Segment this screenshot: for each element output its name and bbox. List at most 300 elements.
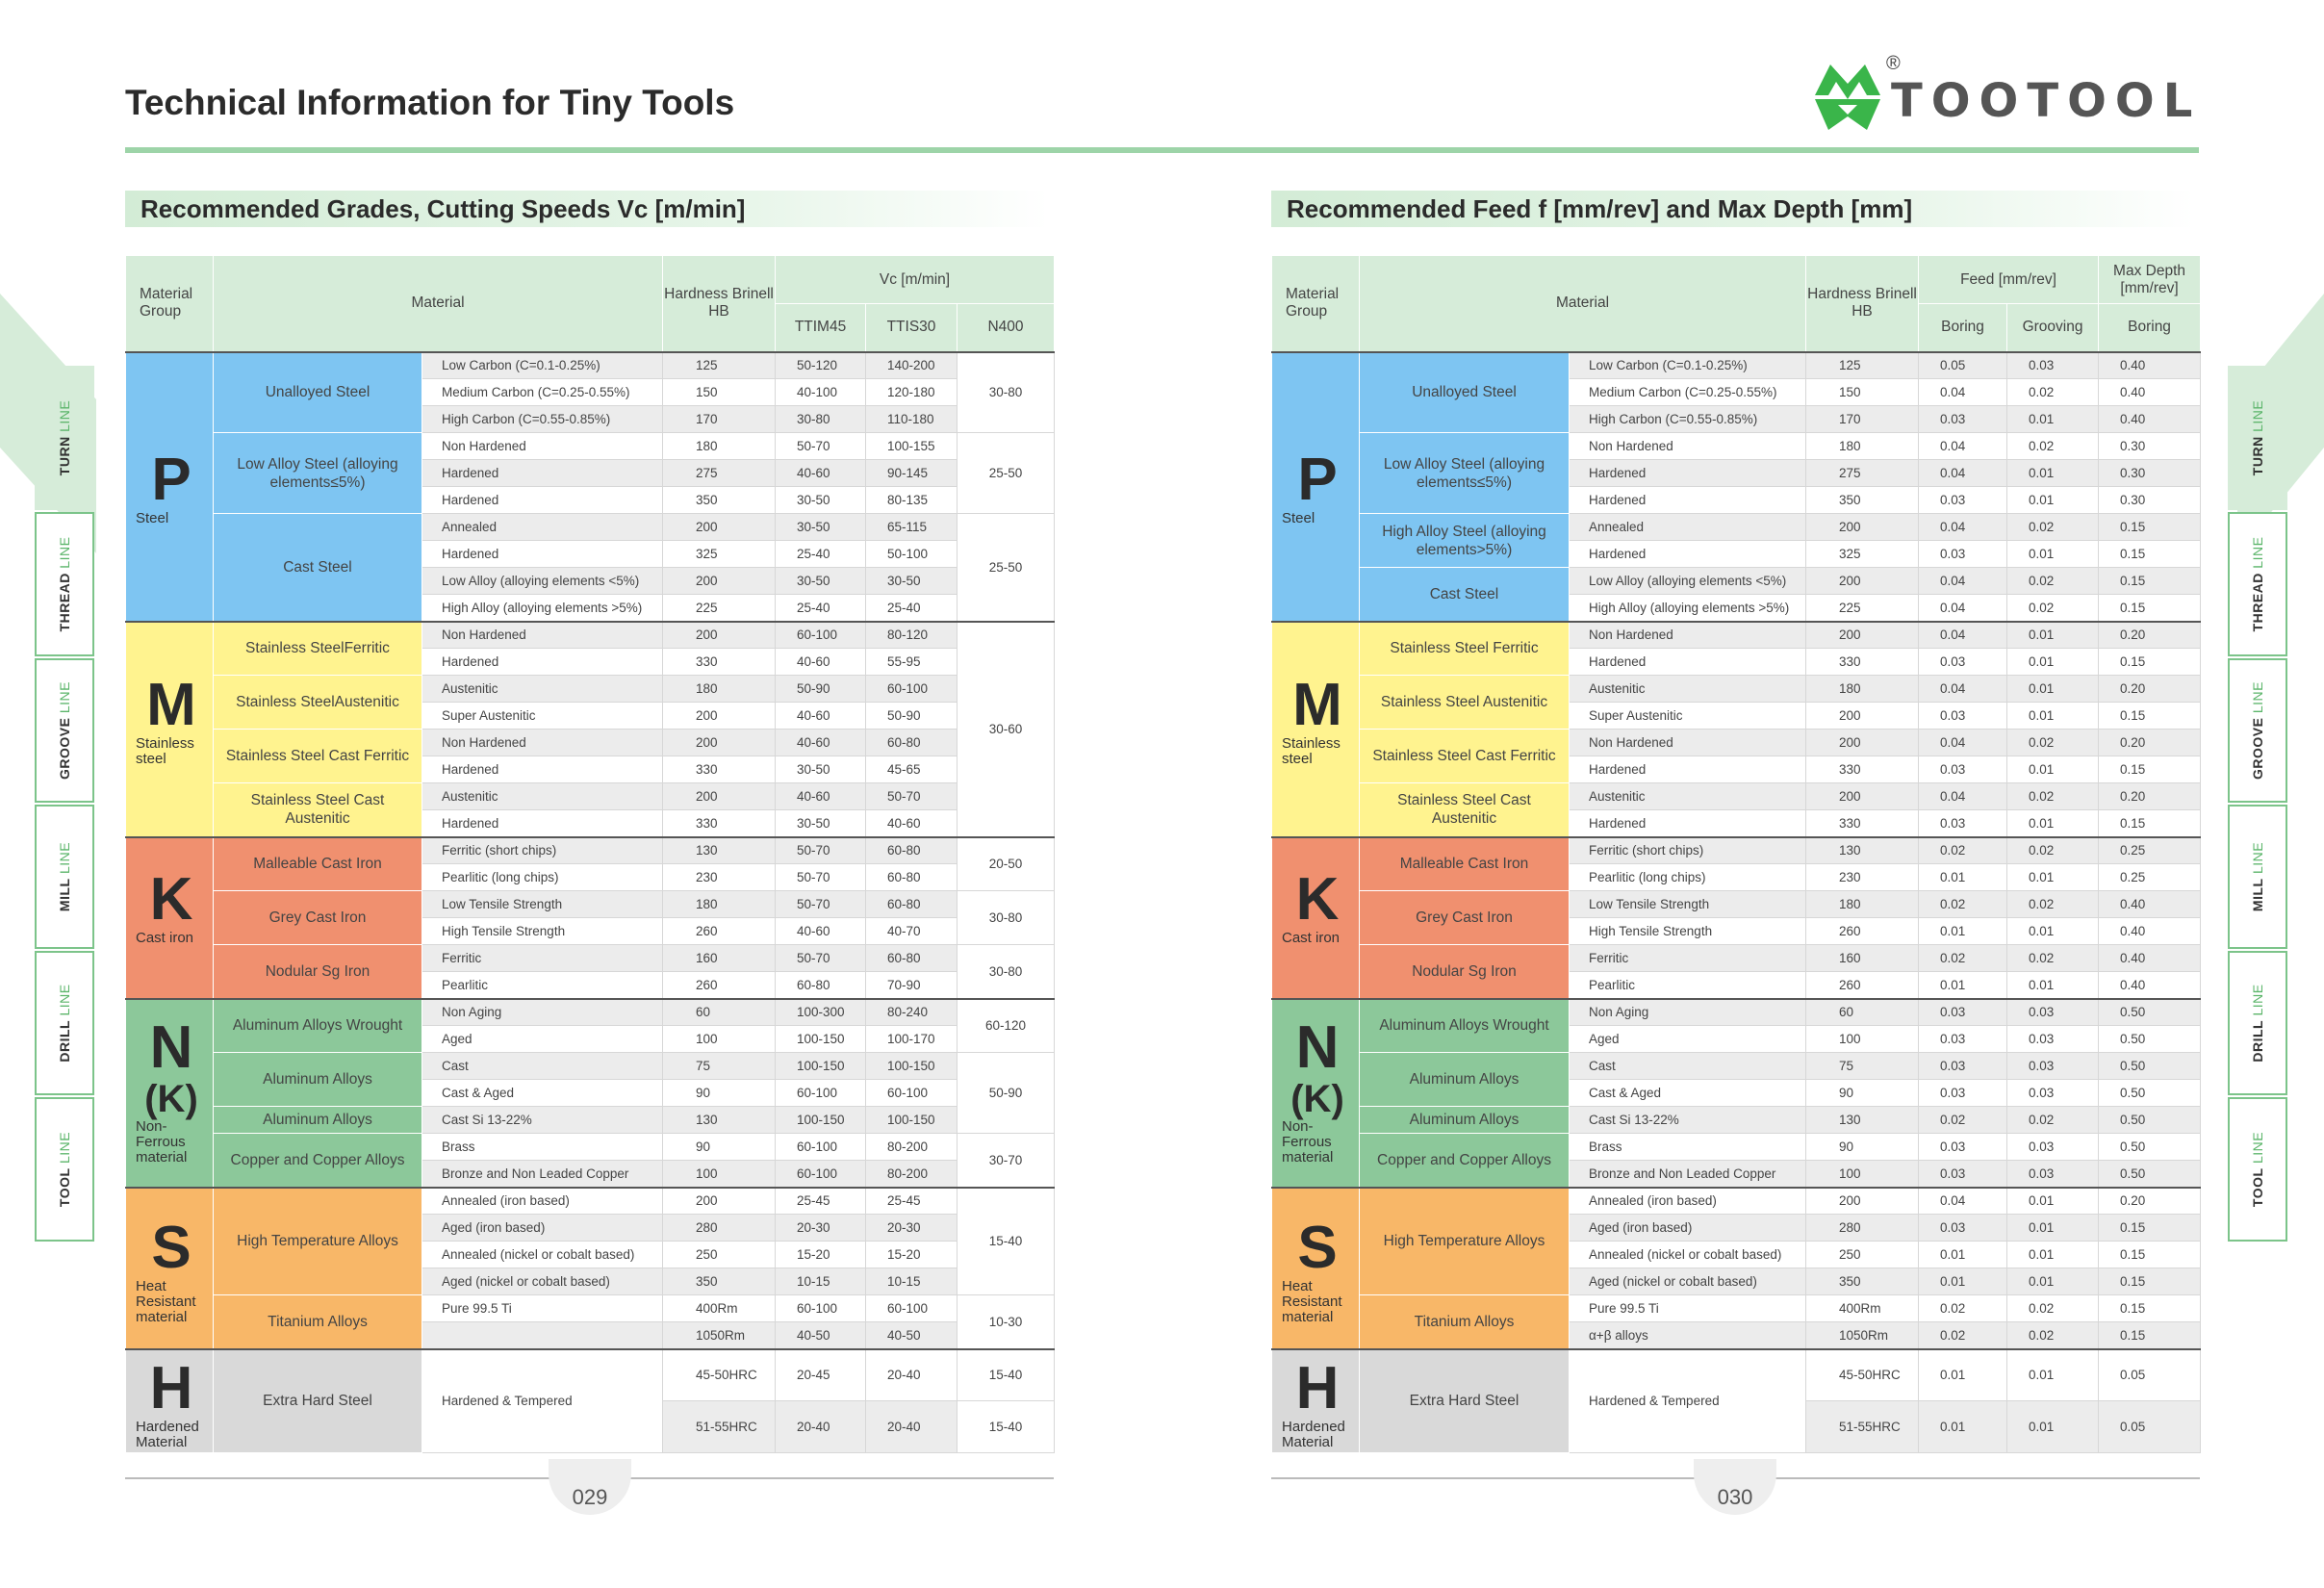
hardness-value: 350 [1806, 487, 1919, 514]
tootool-logo-icon [1809, 61, 1886, 138]
value-col-2: 100-150 [866, 1107, 958, 1134]
value-col-2: 70-90 [866, 972, 958, 999]
n400-value: 30-60 [958, 622, 1055, 837]
value-col-2: 0.01 [2007, 460, 2099, 487]
table-row [1272, 1107, 2201, 1134]
side-tab-label [57, 537, 72, 632]
value-col-2: 0.01 [2007, 864, 2099, 891]
material-subtype: Aluminum Alloys [214, 1107, 422, 1134]
material-subtype: Titanium Alloys [1360, 1295, 1570, 1349]
material-group-letter: M [1292, 671, 1342, 738]
material-condition: Bronze and Non Leaded Copper [422, 1161, 663, 1188]
feed-depth-body [1272, 352, 2201, 1453]
material-condition: Cast Si 13-22% [1570, 1107, 1806, 1134]
hardness-value: 51-55HRC [663, 1401, 776, 1453]
material-subtype: Stainless Steel Cast Ferritic [214, 730, 422, 783]
hardness-value: 330 [663, 756, 776, 783]
value-col-3: 0.15 [2099, 1268, 2201, 1295]
value-col-1: 40-50 [776, 1322, 866, 1349]
table-row [126, 1349, 1055, 1401]
header-hardness: Hardness Brinell HB [663, 256, 776, 352]
material-group-cell [126, 837, 214, 999]
side-tab-thread[interactable] [2228, 512, 2287, 656]
header-max-depth: Max Depth [mm/rev] [2099, 256, 2201, 304]
hardness-value: 200 [1806, 730, 1919, 756]
hardness-value: 180 [663, 433, 776, 460]
side-tab-turn[interactable] [35, 366, 94, 510]
side-tab-tool[interactable] [2228, 1097, 2287, 1242]
material-condition: Non Hardened [1570, 622, 1806, 649]
table-row [126, 730, 1055, 756]
side-tab-turn[interactable] [2228, 366, 2287, 510]
side-tab-tool[interactable] [35, 1097, 94, 1242]
material-condition: Hardened [422, 541, 663, 568]
hardness-value: 200 [1806, 1188, 1919, 1215]
table-row [126, 514, 1055, 541]
value-col-1: 50-70 [776, 864, 866, 891]
material-condition: High Tensile Strength [1570, 918, 1806, 945]
material-subtype: Aluminum Alloys Wrought [1360, 999, 1570, 1053]
material-group-letter: H [1295, 1354, 1340, 1422]
value-col-1: 0.02 [1919, 837, 2007, 864]
side-tab-thread[interactable] [35, 512, 94, 656]
value-col-3: 0.30 [2099, 460, 2201, 487]
material-group-name: Non-Ferrous material [1282, 1117, 1334, 1165]
value-col-2: 0.02 [2007, 514, 2099, 541]
hardness-value: 200 [663, 1188, 776, 1215]
value-col-3: 0.15 [2099, 568, 2201, 595]
value-col-3: 0.20 [2099, 783, 2201, 810]
hardness-value: 100 [663, 1026, 776, 1053]
table-row [126, 676, 1055, 703]
material-condition: Non Hardened [1570, 433, 1806, 460]
value-col-1: 100-150 [776, 1026, 866, 1053]
value-col-2: 100-150 [866, 1053, 958, 1080]
value-col-1: 0.04 [1919, 622, 2007, 649]
material-condition: High Carbon (C=0.55-0.85%) [1570, 406, 1806, 433]
material-condition: Brass [422, 1134, 663, 1161]
table-row [1272, 676, 2201, 703]
value-col-1: 0.03 [1919, 1215, 2007, 1242]
hardness-value: 200 [1806, 514, 1919, 541]
side-tab-label-main: DRILL [57, 1019, 72, 1063]
hardness-value: 150 [663, 379, 776, 406]
side-tab-label-accent: LINE [2250, 536, 2265, 569]
material-group-letter: H [149, 1354, 193, 1422]
value-col-2: 0.02 [2007, 1322, 2099, 1349]
hardness-value: 330 [1806, 649, 1919, 676]
material-subtype: Stainless Steel Ferritic [1360, 622, 1570, 676]
material-condition: Cast & Aged [1570, 1080, 1806, 1107]
material-condition: Ferritic [422, 945, 663, 972]
value-col-2: 60-100 [866, 676, 958, 703]
value-col-3: 0.30 [2099, 433, 2201, 460]
material-condition: Cast [1570, 1053, 1806, 1080]
hardness-value: 400Rm [1806, 1295, 1919, 1322]
value-col-3: 0.50 [2099, 1053, 2201, 1080]
material-condition: Ferritic [1570, 945, 1806, 972]
material-group-letter: N [149, 1013, 193, 1081]
cutting-speed-body [126, 352, 1055, 1453]
material-condition: Non Hardened [422, 730, 663, 756]
value-col-1: 0.04 [1919, 730, 2007, 756]
material-condition: High Tensile Strength [422, 918, 663, 945]
side-tab-drill[interactable] [35, 951, 94, 1095]
material-condition: Hardened [1570, 460, 1806, 487]
hardness-value: 250 [663, 1242, 776, 1268]
value-col-2: 0.03 [2007, 352, 2099, 379]
n400-value: 25-50 [958, 514, 1055, 622]
value-col-1: 0.04 [1919, 676, 2007, 703]
material-condition: Non Aging [422, 999, 663, 1026]
value-col-2: 100-170 [866, 1026, 958, 1053]
value-col-2: 0.03 [2007, 1053, 2099, 1080]
value-col-2: 50-100 [866, 541, 958, 568]
value-col-1: 0.03 [1919, 1026, 2007, 1053]
table-row [1272, 622, 2201, 649]
material-subtype: Stainless Steel Cast Ferritic [1360, 730, 1570, 783]
value-col-2: 80-200 [866, 1161, 958, 1188]
value-col-2: 0.01 [2007, 487, 2099, 514]
value-col-3: 0.50 [2099, 1080, 2201, 1107]
material-condition: Brass [1570, 1134, 1806, 1161]
value-col-1: 20-30 [776, 1215, 866, 1242]
hardness-value: 90 [663, 1080, 776, 1107]
value-col-2: 0.01 [2007, 1349, 2099, 1401]
material-condition: Hardened [422, 810, 663, 837]
side-tab-label [57, 842, 72, 911]
hardness-value: 60 [1806, 999, 1919, 1026]
value-col-1: 40-60 [776, 783, 866, 810]
material-subtype: Low Alloy Steel (alloying elements≤5%) [1360, 433, 1570, 514]
material-condition: Hardened [422, 756, 663, 783]
material-condition: Cast Si 13-22% [422, 1107, 663, 1134]
value-col-1: 60-100 [776, 1080, 866, 1107]
hardness-value: 200 [663, 703, 776, 730]
material-condition: High Carbon (C=0.55-0.85%) [422, 406, 663, 433]
hardness-value: 75 [663, 1053, 776, 1080]
side-tab-label-accent: LINE [2250, 841, 2265, 875]
value-col-2: 0.01 [2007, 1401, 2099, 1453]
section-title-feed-depth: Recommended Feed f [mm/rev] and Max Depth [mm] [1271, 191, 2195, 227]
side-tab-label-main: MILL [57, 878, 72, 912]
value-col-1: 0.04 [1919, 433, 2007, 460]
material-condition: Aged (iron based) [1570, 1215, 1806, 1242]
n400-value: 15-40 [958, 1349, 1055, 1401]
header-ttis30: TTIS30 [866, 304, 958, 352]
value-col-2: 60-80 [866, 945, 958, 972]
hardness-value: 130 [1806, 1107, 1919, 1134]
value-col-3: 0.50 [2099, 1161, 2201, 1188]
table-row [126, 891, 1055, 918]
value-col-1: 20-45 [776, 1349, 866, 1401]
value-col-1: 0.03 [1919, 1161, 2007, 1188]
hardness-value: 90 [1806, 1080, 1919, 1107]
material-condition: α+β alloys [1570, 1322, 1806, 1349]
value-col-1: 0.04 [1919, 460, 2007, 487]
value-col-2: 50-70 [866, 783, 958, 810]
material-subtype: Extra Hard Steel [1360, 1349, 1570, 1453]
hardness-value: 260 [663, 918, 776, 945]
value-col-3: 0.15 [2099, 514, 2201, 541]
value-col-1: 0.03 [1919, 1080, 2007, 1107]
header-material: Material [214, 256, 663, 352]
side-tab-label-accent: LINE [57, 681, 72, 714]
hardness-value: 275 [663, 460, 776, 487]
hardness-value: 330 [1806, 810, 1919, 837]
table-row [1272, 568, 2201, 595]
material-subtype: Aluminum Alloys [214, 1053, 422, 1107]
hardness-value: 250 [1806, 1242, 1919, 1268]
material-condition: Austenitic [422, 676, 663, 703]
value-col-3: 0.05 [2099, 1401, 2201, 1453]
side-tab-label [2250, 842, 2265, 911]
side-tab-label [2250, 681, 2265, 780]
material-condition: Annealed (iron based) [1570, 1188, 1806, 1215]
side-tab-groove[interactable] [2228, 658, 2287, 803]
material-subtype: Stainless SteelAustenitic [214, 676, 422, 730]
material-group-letter-secondary: (K) [144, 1077, 198, 1120]
value-col-1: 50-90 [776, 676, 866, 703]
value-col-1: 0.03 [1919, 649, 2007, 676]
page-number-right: 030 [1694, 1459, 1776, 1515]
table-row [126, 352, 1055, 379]
value-col-1: 60-80 [776, 972, 866, 999]
value-col-3: 0.15 [2099, 1215, 2201, 1242]
hardness-value: 200 [663, 730, 776, 756]
hardness-value: 180 [663, 676, 776, 703]
value-col-2: 25-45 [866, 1188, 958, 1215]
hardness-value: 100 [663, 1161, 776, 1188]
n400-value: 30-70 [958, 1134, 1055, 1188]
side-tab-groove[interactable] [35, 658, 94, 803]
side-tab-label-main: TURN [2250, 436, 2265, 476]
value-col-2: 50-90 [866, 703, 958, 730]
value-col-2: 0.02 [2007, 379, 2099, 406]
hardness-value: 90 [1806, 1134, 1919, 1161]
value-col-1: 0.03 [1919, 999, 2007, 1026]
material-condition: Bronze and Non Leaded Copper [1570, 1161, 1806, 1188]
value-col-1: 0.03 [1919, 406, 2007, 433]
value-col-1: 0.02 [1919, 1295, 2007, 1322]
table-row [1272, 837, 2201, 864]
n400-value: 15-40 [958, 1401, 1055, 1453]
cutting-speed-table [125, 255, 1055, 1453]
side-tab-label-accent: LINE [57, 1131, 72, 1165]
value-col-1: 50-70 [776, 433, 866, 460]
material-condition: Cast & Aged [422, 1080, 663, 1107]
value-col-1: 40-60 [776, 730, 866, 756]
table-row [126, 1295, 1055, 1322]
header-material-group: Material Group [126, 256, 214, 352]
material-condition: Aged [1570, 1026, 1806, 1053]
side-tab-label [2250, 984, 2265, 1062]
side-tab-label-main: TOOL [57, 1167, 72, 1208]
material-subtype: Aluminum Alloys Wrought [214, 999, 422, 1053]
side-tab-mill[interactable] [2228, 805, 2287, 949]
material-group-name: Stainless steel [1282, 734, 1341, 767]
hardness-value: 90 [663, 1134, 776, 1161]
material-group-name: Heat Resistant material [136, 1277, 196, 1325]
value-col-1: 50-70 [776, 837, 866, 864]
hardness-value: 170 [663, 406, 776, 433]
side-tab-label-accent: LINE [2250, 984, 2265, 1016]
hardness-value: 125 [1806, 352, 1919, 379]
material-group-letter: P [151, 446, 192, 513]
value-col-2: 80-240 [866, 999, 958, 1026]
value-col-1: 10-15 [776, 1268, 866, 1295]
table-row [1272, 1053, 2201, 1080]
value-col-2: 40-60 [866, 810, 958, 837]
value-col-1: 0.05 [1919, 352, 2007, 379]
material-condition: Aged (nickel or cobalt based) [422, 1268, 663, 1295]
value-col-1: 50-70 [776, 945, 866, 972]
table-row [1272, 1134, 2201, 1161]
value-col-1: 100-150 [776, 1053, 866, 1080]
hardness-value: 180 [1806, 891, 1919, 918]
value-col-2: 80-135 [866, 487, 958, 514]
material-condition: Annealed (iron based) [422, 1188, 663, 1215]
material-group-name: Cast iron [1282, 929, 1341, 946]
material-condition: Hardened [1570, 541, 1806, 568]
material-condition: Low Carbon (C=0.1-0.25%) [422, 352, 663, 379]
value-col-3: 0.25 [2099, 837, 2201, 864]
header-ttim45: TTIM45 [776, 304, 866, 352]
value-col-2: 0.01 [2007, 972, 2099, 999]
material-condition: Low Tensile Strength [1570, 891, 1806, 918]
value-col-2: 0.01 [2007, 810, 2099, 837]
hardness-value: 1050Rm [663, 1322, 776, 1349]
material-condition: Aged (nickel or cobalt based) [1570, 1268, 1806, 1295]
material-subtype: High Temperature Alloys [214, 1188, 422, 1295]
value-col-3: 0.20 [2099, 622, 2201, 649]
material-group-cell [1272, 837, 1360, 999]
material-subtype: Aluminum Alloys [1360, 1053, 1570, 1107]
material-group-letter: S [1297, 1214, 1338, 1281]
value-col-1: 20-40 [776, 1401, 866, 1453]
value-col-3: 0.40 [2099, 891, 2201, 918]
value-col-1: 100-300 [776, 999, 866, 1026]
material-group-letter-secondary: (K) [1290, 1077, 1344, 1120]
table-row [126, 1188, 1055, 1215]
value-col-3: 0.15 [2099, 1242, 2201, 1268]
tootool-logo [1809, 53, 2204, 140]
value-col-2: 90-145 [866, 460, 958, 487]
material-group-name: Stainless steel [136, 734, 194, 767]
value-col-1: 0.01 [1919, 1349, 2007, 1401]
material-condition: Austenitic [1570, 676, 1806, 703]
value-col-3: 0.20 [2099, 730, 2201, 756]
value-col-1: 40-60 [776, 703, 866, 730]
material-condition: Aged (iron based) [422, 1215, 663, 1242]
value-col-2: 0.03 [2007, 1026, 2099, 1053]
material-subtype: Cast Steel [214, 514, 422, 622]
side-tab-label-main: THREAD [2250, 573, 2265, 632]
value-col-2: 0.02 [2007, 891, 2099, 918]
value-col-2: 20-40 [866, 1401, 958, 1453]
side-tab-label-main: TURN [57, 436, 72, 476]
table-row [126, 1053, 1055, 1080]
material-group-letter: P [1297, 446, 1338, 513]
hardness-value: 350 [663, 1268, 776, 1295]
value-col-1: 0.04 [1919, 1188, 2007, 1215]
value-col-3: 0.40 [2099, 379, 2201, 406]
material-condition: Super Austenitic [1570, 703, 1806, 730]
value-col-1: 0.01 [1919, 1242, 2007, 1268]
side-tab-label [2250, 1132, 2265, 1207]
hardness-value: 260 [1806, 918, 1919, 945]
value-col-2: 0.01 [2007, 1268, 2099, 1295]
hardness-value: 170 [1806, 406, 1919, 433]
value-col-3: 0.40 [2099, 352, 2201, 379]
value-col-2: 60-100 [866, 1080, 958, 1107]
n400-value: 30-80 [958, 945, 1055, 999]
page-title: Technical Information for Tiny Tools [125, 83, 735, 122]
value-col-2: 40-70 [866, 918, 958, 945]
value-col-2: 0.01 [2007, 756, 2099, 783]
value-col-2: 0.01 [2007, 622, 2099, 649]
side-tab-label [2250, 537, 2265, 632]
material-subtype: Stainless SteelFerritic [214, 622, 422, 676]
side-tab-mill[interactable] [35, 805, 94, 949]
side-tab-drill[interactable] [2228, 951, 2287, 1095]
value-col-2: 0.03 [2007, 1161, 2099, 1188]
value-col-1: 0.01 [1919, 972, 2007, 999]
hardness-value: 330 [663, 810, 776, 837]
value-col-2: 0.01 [2007, 406, 2099, 433]
value-col-2: 60-80 [866, 864, 958, 891]
value-col-1: 60-100 [776, 1134, 866, 1161]
hardness-value: 60 [663, 999, 776, 1026]
value-col-2: 0.02 [2007, 730, 2099, 756]
value-col-2: 10-15 [866, 1268, 958, 1295]
hardness-value: 130 [663, 837, 776, 864]
material-subtype: Nodular Sg Iron [1360, 945, 1570, 999]
value-col-2: 0.01 [2007, 1188, 2099, 1215]
material-condition: Pearlitic (long chips) [1570, 864, 1806, 891]
value-col-2: 30-50 [866, 568, 958, 595]
value-col-3: 0.15 [2099, 541, 2201, 568]
value-col-1: 25-40 [776, 541, 866, 568]
value-col-2: 0.03 [2007, 1080, 2099, 1107]
hardness-value: 260 [1806, 972, 1919, 999]
side-tab-label-accent: LINE [2250, 399, 2265, 432]
hardness-value: 200 [1806, 703, 1919, 730]
material-condition [422, 1322, 663, 1349]
material-subtype: Grey Cast Iron [1360, 891, 1570, 945]
value-col-3: 0.20 [2099, 676, 2201, 703]
feed-depth-table [1271, 255, 2201, 1453]
table-row [126, 783, 1055, 810]
material-group-cell [1272, 1188, 1360, 1349]
material-condition: Pearlitic [1570, 972, 1806, 999]
hardness-value: 180 [1806, 433, 1919, 460]
material-condition: Austenitic [1570, 783, 1806, 810]
material-condition: Pure 99.5 Ti [422, 1295, 663, 1322]
value-col-1: 60-100 [776, 1295, 866, 1322]
value-col-3: 0.15 [2099, 595, 2201, 622]
value-col-2: 0.02 [2007, 783, 2099, 810]
side-tab-label [57, 681, 72, 780]
table-row [1272, 945, 2201, 972]
hardness-value: 200 [1806, 568, 1919, 595]
value-col-3: 0.15 [2099, 1322, 2201, 1349]
side-tab-label-main: THREAD [57, 573, 72, 632]
material-condition: Pearlitic (long chips) [422, 864, 663, 891]
hardness-value: 330 [1806, 756, 1919, 783]
hardness-value: 330 [663, 649, 776, 676]
material-condition: Ferritic (short chips) [422, 837, 663, 864]
